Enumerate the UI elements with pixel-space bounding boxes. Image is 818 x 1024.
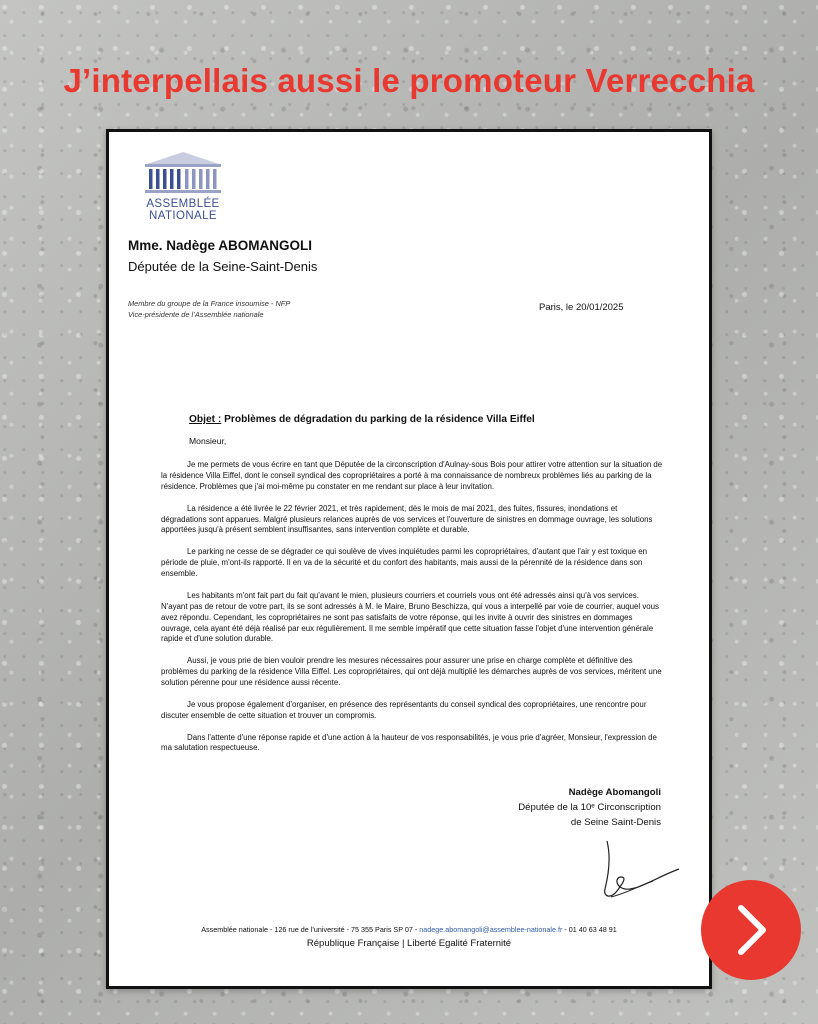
signatory-name: Nadège Abomangoli [568, 787, 661, 798]
salutation: Monsieur, [189, 436, 227, 446]
paragraph: La résidence a été livrée le 22 février 2021, et très rapidement, dès le mois de mai 2021, des fuites, fissures, inondations et dégradations sont apparues. Malgré plusieurs relances auprès de vos services et l'ouverture de sinistres en dommage ouvrage, les solutions apportées jusqu'à présent semblent insuffisantes, sans intervention complète et durable. [161, 503, 653, 535]
signatory-area: de Seine Saint-Denis [570, 817, 661, 828]
assemblee-nationale-logo [137, 150, 229, 222]
palais-bourbon-icon [137, 150, 229, 196]
chevron-right-icon [729, 900, 773, 960]
sender-title: Députée de la Seine-Saint-Denis [128, 259, 318, 274]
sender-name: Mme. Nadège ABOMANGOLI [128, 238, 313, 253]
paragraph: Les habitants m'ont fait part du fait qu'avant le mien, plusieurs courriers et courriels vous ont été adressés ainsi qu'à vos services. N'ayant pas de retour de votre part, ils se sont adressés à M. le Maire, Bruno Beschizza, qui vous a interpellé par voie de courrier, auquel vous avez répondu. Cependant, les copropriétaires ne sont pas satisfaits de votre réponse, qui les invite à ouvrir des sinistres en dommages ouvrage, cela ayant été déjà réalisé par eux régulièrement. Il me semble impératif que cette situation fasse l'objet d'une intervention générale rapide et d'une solution durable. [161, 590, 659, 644]
membership-line: Vice-présidente de l’Assemblée nationale [128, 310, 264, 319]
footer-motto: République Française | Liberté Egalité Fraternité [306, 938, 512, 949]
logo-text-line2: NATIONALE [149, 210, 217, 222]
object-label: Objet : [189, 414, 222, 425]
object-text: Problèmes de dégradation du parking de la résidence Villa Eiffel [221, 414, 535, 425]
footer-address: Assemblée nationale - 126 rue de l’université - 75 355 Paris SP 07 - [201, 925, 420, 934]
paragraph: Je vous propose également d'organiser, en présence des représentants du conseil syndical des copropriétaires, une rencontre pour discuter ensemble de cette situation et trouver un compromis. [161, 699, 647, 720]
letter-page [106, 129, 712, 989]
paragraph: Le parking ne cesse de se dégrader ce qui soulève de vives inquiétudes parmi les copropriétaires, d'autant que l'air y est toxique en période de pluie, m'ont-ils rapporté. Il en va de la sécurité et du confort des habitants, mais aussi de la pérennité de la résidence dans son ensemble. [161, 547, 648, 579]
footer-phone: - 01 40 63 48 91 [562, 925, 617, 934]
memberships [128, 298, 290, 320]
signatory-role: Députée de la 10ᵉ Circonscription [518, 802, 661, 813]
membership-line: Membre du groupe de la France insoumise - NFP [128, 299, 291, 308]
letter-date: Paris, le 20/01/2025 [539, 302, 624, 313]
paragraph: Je me permets de vous écrire en tant que Députée de la circonscription d'Aulnay-sous Bois pour attirer votre attention sur la situation de la résidence Villa Eiffel, dont le conseil syndical des copropriétaires a porté à ma connaissance de nombreux problèmes liés au parking de la résidence. Problèmes que j'ai moi-même pu constater en me rendant sur place à leur invitation. [161, 460, 663, 491]
letter-footer [109, 925, 709, 934]
handwritten-signature [597, 837, 687, 912]
signature-block [518, 785, 661, 830]
letter-object [189, 414, 535, 425]
paragraph: Dans l'attente d'une réponse rapide et d'une action à la hauteur de vos responsabilités, je vous prie d'agréer, Monsieur, l'expression de ma salutation respectueuse. [161, 732, 657, 753]
footer-email-link[interactable]: nadege.abomangoli@assemblee-nationale.fr [419, 925, 563, 934]
next-slide-button[interactable] [701, 880, 801, 980]
logo-text-line1: ASSEMBLÉE [146, 198, 220, 210]
paragraph: Aussi, je vous prie de bien vouloir prendre les mesures nécessaires pour assurer une prise en charge complète et définitive des problèmes du parking de la résidence Villa Eiffel. Les copropriétaires, qui ont déjà multiplié les démarches auprès de vos services, méritent une solution pérenne pour une résidence aussi récente. [161, 656, 662, 688]
headline: J’interpellais aussi le promoteur Verrecchia [63, 62, 755, 99]
letter-body [161, 460, 665, 765]
